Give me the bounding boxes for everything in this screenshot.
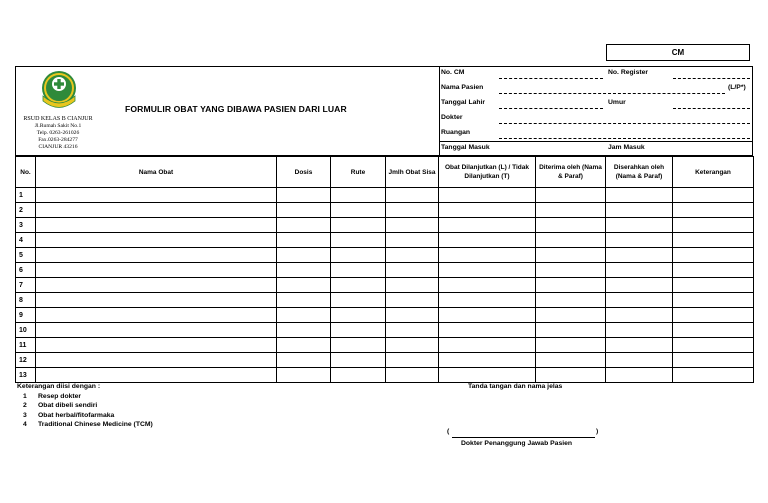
table-cell[interactable]	[536, 218, 606, 233]
gender-hint: (L/P*)	[728, 84, 746, 91]
table-cell[interactable]	[439, 293, 536, 308]
table-cell[interactable]	[606, 263, 673, 278]
cm-box: CM	[606, 44, 750, 61]
no-cm-field[interactable]	[499, 78, 603, 79]
table-cell[interactable]	[439, 278, 536, 293]
no-register-label: No. Register	[608, 69, 649, 76]
table-cell[interactable]	[439, 263, 536, 278]
table-cell[interactable]	[331, 203, 386, 218]
table-header-row	[16, 157, 754, 188]
table-cell[interactable]	[277, 188, 331, 203]
row-number: 12	[16, 353, 36, 368]
table-row	[16, 353, 754, 368]
table-cell[interactable]	[536, 323, 606, 338]
table-cell[interactable]	[673, 188, 754, 203]
table-cell[interactable]	[606, 278, 673, 293]
table-cell[interactable]	[606, 323, 673, 338]
table-cell[interactable]	[36, 293, 277, 308]
table-cell[interactable]	[606, 308, 673, 323]
table-row	[16, 188, 754, 203]
row-number: 1	[16, 188, 36, 203]
table-cell[interactable]	[386, 353, 439, 368]
table-cell[interactable]	[439, 323, 536, 338]
table-cell[interactable]	[386, 248, 439, 263]
table-cell[interactable]	[331, 338, 386, 353]
table-cell[interactable]	[673, 353, 754, 368]
table-cell[interactable]	[331, 293, 386, 308]
table-cell[interactable]	[36, 368, 277, 383]
note-item: 1 Resep dokter	[23, 392, 82, 400]
table-cell[interactable]	[386, 233, 439, 248]
table-cell[interactable]	[536, 308, 606, 323]
col-nama-obat: Nama Obat	[36, 157, 277, 188]
tanggal-lahir-label: Tanggal Lahir	[441, 99, 486, 106]
table-cell[interactable]	[606, 248, 673, 263]
notes-title: Keterangan diisi dengan :	[17, 383, 101, 390]
table-cell[interactable]	[536, 338, 606, 353]
table-cell[interactable]	[36, 278, 277, 293]
hospital-logo-icon	[35, 68, 83, 112]
table-cell[interactable]	[36, 218, 277, 233]
table-cell[interactable]	[386, 203, 439, 218]
table-cell[interactable]	[36, 248, 277, 263]
table-cell[interactable]	[277, 263, 331, 278]
table-cell[interactable]	[277, 308, 331, 323]
table-cell[interactable]	[439, 188, 536, 203]
table-cell[interactable]	[36, 308, 277, 323]
form-title: FORMULIR OBAT YANG DIBAWA PASIEN DARI LUAR	[125, 104, 347, 114]
umur-field[interactable]	[673, 108, 750, 109]
col-obat-dilanjutkan: Obat Dilanjutkan (L) / Tidak Dilanjutkan (T)	[439, 157, 536, 188]
row-number: 10	[16, 323, 36, 338]
table-cell[interactable]	[606, 293, 673, 308]
umur-label: Umur	[608, 99, 626, 106]
table-cell[interactable]	[36, 188, 277, 203]
table-cell[interactable]	[536, 233, 606, 248]
table-row	[16, 233, 754, 248]
table-row	[16, 293, 754, 308]
table-cell[interactable]	[386, 338, 439, 353]
table-cell[interactable]	[36, 323, 277, 338]
row-number: 3	[16, 218, 36, 233]
table-cell[interactable]	[386, 293, 439, 308]
nama-pasien-field[interactable]	[499, 93, 725, 94]
table-cell[interactable]	[36, 263, 277, 278]
table-row	[16, 218, 754, 233]
no-cm-label: No. CM	[441, 69, 465, 76]
table-row	[16, 308, 754, 323]
table-cell[interactable]	[536, 263, 606, 278]
table-cell[interactable]	[673, 203, 754, 218]
ruangan-label: Ruangan	[441, 129, 471, 136]
table-cell[interactable]	[673, 218, 754, 233]
jam-masuk-label: Jam Masuk	[608, 144, 645, 151]
table-cell[interactable]	[331, 218, 386, 233]
table-cell[interactable]	[386, 308, 439, 323]
fields-separator	[439, 141, 752, 142]
signature-label: Tanda tangan dan nama jelas	[468, 383, 563, 390]
table-cell[interactable]	[606, 203, 673, 218]
table-cell[interactable]	[606, 218, 673, 233]
row-number: 8	[16, 293, 36, 308]
table-cell[interactable]	[277, 233, 331, 248]
table-cell[interactable]	[673, 248, 754, 263]
signature-line[interactable]	[452, 437, 595, 438]
table-row	[16, 368, 754, 383]
col-diserahkan-oleh: Diserahkan oleh (Nama & Paraf)	[606, 157, 673, 188]
table-cell[interactable]	[36, 203, 277, 218]
table-cell[interactable]	[331, 248, 386, 263]
table-cell[interactable]	[277, 338, 331, 353]
hospital-city: CIANJUR 43216	[38, 144, 78, 150]
table-cell[interactable]	[331, 233, 386, 248]
table-cell[interactable]	[606, 353, 673, 368]
table-cell[interactable]	[331, 278, 386, 293]
table-row	[16, 338, 754, 353]
tanggal-masuk-label: Tanggal Masuk	[441, 144, 490, 151]
table-cell[interactable]	[439, 233, 536, 248]
table-cell[interactable]	[439, 338, 536, 353]
table-cell[interactable]	[673, 308, 754, 323]
table-cell[interactable]	[536, 368, 606, 383]
table-cell[interactable]	[536, 188, 606, 203]
table-cell[interactable]	[386, 278, 439, 293]
table-cell[interactable]	[536, 203, 606, 218]
nama-pasien-label: Nama Pasien	[441, 84, 484, 91]
table-cell[interactable]	[331, 188, 386, 203]
table-cell[interactable]	[606, 188, 673, 203]
table-cell[interactable]	[277, 218, 331, 233]
col-diterima-oleh: Diterima oleh (Nama & Paraf)	[536, 157, 606, 188]
table-cell[interactable]	[606, 338, 673, 353]
table-cell[interactable]	[439, 353, 536, 368]
signature-open-paren: (	[447, 428, 450, 435]
table-cell[interactable]	[277, 323, 331, 338]
hospital-street: Jl.Rumah Sakit No.1	[34, 123, 82, 129]
row-number: 9	[16, 308, 36, 323]
table-cell[interactable]	[36, 233, 277, 248]
table-cell[interactable]	[673, 293, 754, 308]
table-cell[interactable]	[439, 218, 536, 233]
row-number: 5	[16, 248, 36, 263]
hospital-fax: Fax.0263-284277	[38, 137, 78, 143]
table-cell[interactable]	[277, 203, 331, 218]
table-cell[interactable]	[331, 308, 386, 323]
table-cell[interactable]	[386, 368, 439, 383]
table-cell[interactable]	[673, 233, 754, 248]
table-cell[interactable]	[536, 248, 606, 263]
col-no: No.	[16, 157, 36, 188]
medication-table	[15, 156, 754, 383]
note-item: 3 Obat herbal/fitofarmaka	[23, 411, 115, 419]
table-row	[16, 203, 754, 218]
col-dosis: Dosis	[277, 157, 331, 188]
table-cell[interactable]	[673, 278, 754, 293]
table-cell[interactable]	[673, 368, 754, 383]
table-cell[interactable]	[386, 263, 439, 278]
table-cell[interactable]	[439, 248, 536, 263]
table-cell[interactable]	[386, 323, 439, 338]
table-cell[interactable]	[277, 368, 331, 383]
row-number: 6	[16, 263, 36, 278]
table-row	[16, 323, 754, 338]
table-cell[interactable]	[277, 353, 331, 368]
row-number: 2	[16, 203, 36, 218]
table-cell[interactable]	[277, 278, 331, 293]
table-cell[interactable]	[673, 338, 754, 353]
table-cell[interactable]	[277, 248, 331, 263]
table-cell[interactable]	[331, 323, 386, 338]
table-cell[interactable]	[36, 338, 277, 353]
table-cell[interactable]	[536, 278, 606, 293]
dokter-field[interactable]	[499, 123, 750, 124]
table-row	[16, 248, 754, 263]
dokter-label: Dokter	[441, 114, 463, 121]
table-cell[interactable]	[673, 263, 754, 278]
table-cell[interactable]	[439, 203, 536, 218]
table-cell[interactable]	[439, 368, 536, 383]
table-cell[interactable]	[536, 353, 606, 368]
table-cell[interactable]	[673, 323, 754, 338]
col-jumlah-obat-sisa: Jmlh Obat Sisa	[386, 157, 439, 188]
signature-close-paren: )	[596, 428, 599, 435]
col-rute: Rute	[331, 157, 386, 188]
hospital-phone: Telp. 0263-261026	[36, 130, 80, 136]
hospital-address	[15, 116, 101, 151]
table-row	[16, 263, 754, 278]
table-cell[interactable]	[331, 353, 386, 368]
row-number: 4	[16, 233, 36, 248]
col-keterangan: Keterangan	[673, 157, 754, 188]
row-number: 13	[16, 368, 36, 383]
table-cell[interactable]	[331, 368, 386, 383]
row-number: 11	[16, 338, 36, 353]
note-item: 4 Traditional Chinese Medicine (TCM)	[23, 421, 153, 429]
table-cell[interactable]	[606, 233, 673, 248]
hospital-name: RSUD KELAS B CIANJUR	[23, 116, 93, 122]
ruangan-field[interactable]	[499, 138, 750, 139]
signature-caption: Dokter Penanggung Jawab Pasien	[461, 440, 573, 447]
table-cell[interactable]	[386, 188, 439, 203]
table-body	[16, 188, 754, 383]
table-cell[interactable]	[277, 293, 331, 308]
no-register-field[interactable]	[673, 78, 750, 79]
table-cell[interactable]	[536, 293, 606, 308]
table-cell[interactable]	[36, 353, 277, 368]
note-item: 2 Obat dibeli sendiri	[23, 402, 98, 410]
table-cell[interactable]	[331, 263, 386, 278]
table-cell[interactable]	[439, 308, 536, 323]
table-cell[interactable]	[606, 368, 673, 383]
notes-section	[17, 382, 153, 430]
row-number: 7	[16, 278, 36, 293]
tanggal-lahir-field[interactable]	[499, 108, 603, 109]
table-cell[interactable]	[386, 218, 439, 233]
table-row	[16, 278, 754, 293]
